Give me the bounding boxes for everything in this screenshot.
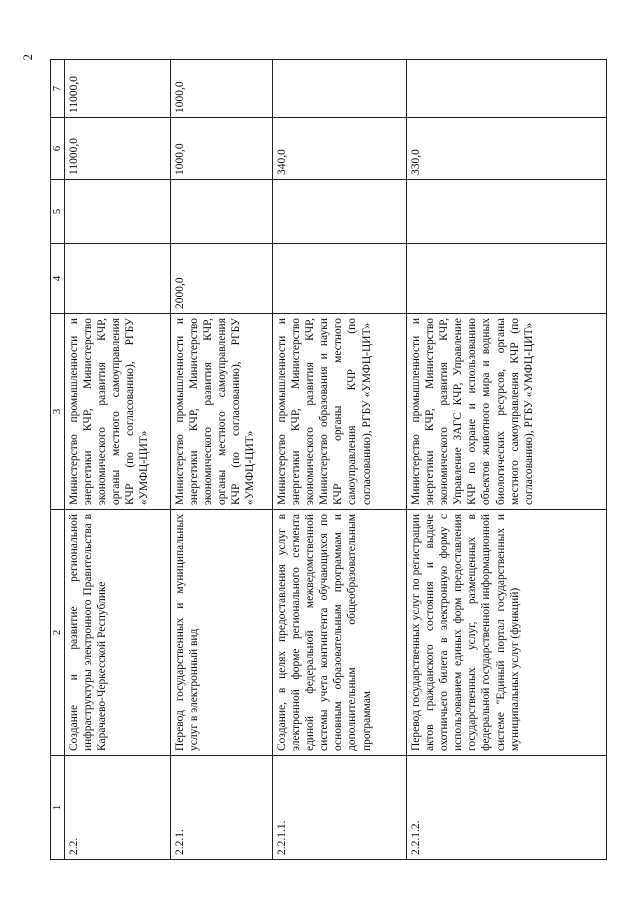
row-id: 2.2. [65,756,171,860]
header-row [51,60,65,860]
page-number: 2 [20,54,35,61]
value-cell [273,60,407,118]
column-header: 3 [51,314,65,510]
row-id: 2.2.1.1. [273,756,407,860]
column-header: 1 [51,756,65,860]
table-row [171,60,273,860]
measure-cell: Создание, в целях предоставления услуг в электронной форме регионального сегмента единой федеральной межведомственной системы учета контингента обучающихся по основным образовательным программам и дополнительным общеобразовательным программам [273,510,407,756]
table-row [273,60,407,860]
row-id: 2.2.1. [171,756,273,860]
value-cell: 11000,0 [65,60,171,118]
table-row [407,60,607,860]
measure-cell: Перевод государственных и муниципальных услуг в электронный вид [171,510,273,756]
executors-cell: Министерство промышленности и энергетики КЧР, Министерство экономического развития КЧР, органы местного самоуправления КЧР (по согласованию), РГБУ «УМФЦ-ЦИТ» [171,314,273,510]
value-cell: 330,0 [407,118,607,180]
value-cell [171,180,273,244]
value-cell [407,244,607,314]
table-row [65,60,171,860]
value-cell [407,60,607,118]
column-header: 2 [51,510,65,756]
value-cell [65,180,171,244]
column-header: 5 [51,180,65,244]
executors-cell: Министерство промышленности и энергетики КЧР, Министерство экономического развития КЧР, Управление ЗАГС КЧР, Управление КЧР по охране и использованию объектов животного мира и водных биологических ресурсов, органы местного самоуправления КЧР (по согласованию), РГБУ «УМФЦ-ЦИТ» [407,314,607,510]
value-cell: 1000,0 [171,60,273,118]
column-header: 6 [51,118,65,180]
measure-cell: Перевод государственных услуг по регистрации актов гражданского состояния и выдаче охотничьего билета в электронную форму с использованием единых форм предоставления государственных услуг, размещенных в федеральной государственной информационной системе "Единый портал государственных и муниципальных услуг (функций) [407,510,607,756]
value-cell: 340,0 [273,118,407,180]
value-cell [273,180,407,244]
value-cell: 11000,0 [65,118,171,180]
value-cell [65,244,171,314]
executors-cell: Министерство промышленности и энергетики КЧР, Министерство экономического развития КЧР, органы местного самоуправления КЧР (по согласованию), РГБУ «УМФЦ-ЦИТ» [65,314,171,510]
row-id: 2.2.1.2. [407,756,607,860]
value-cell [407,180,607,244]
column-header: 4 [51,244,65,314]
measure-cell: Создание и развитие региональной инфраструктуры электронного Правительства в Карачаево-Черкесской Республике [65,510,171,756]
value-cell [273,244,407,314]
executors-cell: Министерство промышленности и энергетики КЧР, Министерство экономического развития КЧР, Министерство образования и науки КЧР органы местного самоуправления КЧР (по согласованию), РГБУ «УМФЦ-ЦИТ» [273,314,407,510]
program-table [50,59,607,860]
column-header: 7 [51,60,65,118]
value-cell: 1000,0 [171,118,273,180]
rotated-content [20,54,610,860]
value-cell: 2000,0 [171,244,273,314]
